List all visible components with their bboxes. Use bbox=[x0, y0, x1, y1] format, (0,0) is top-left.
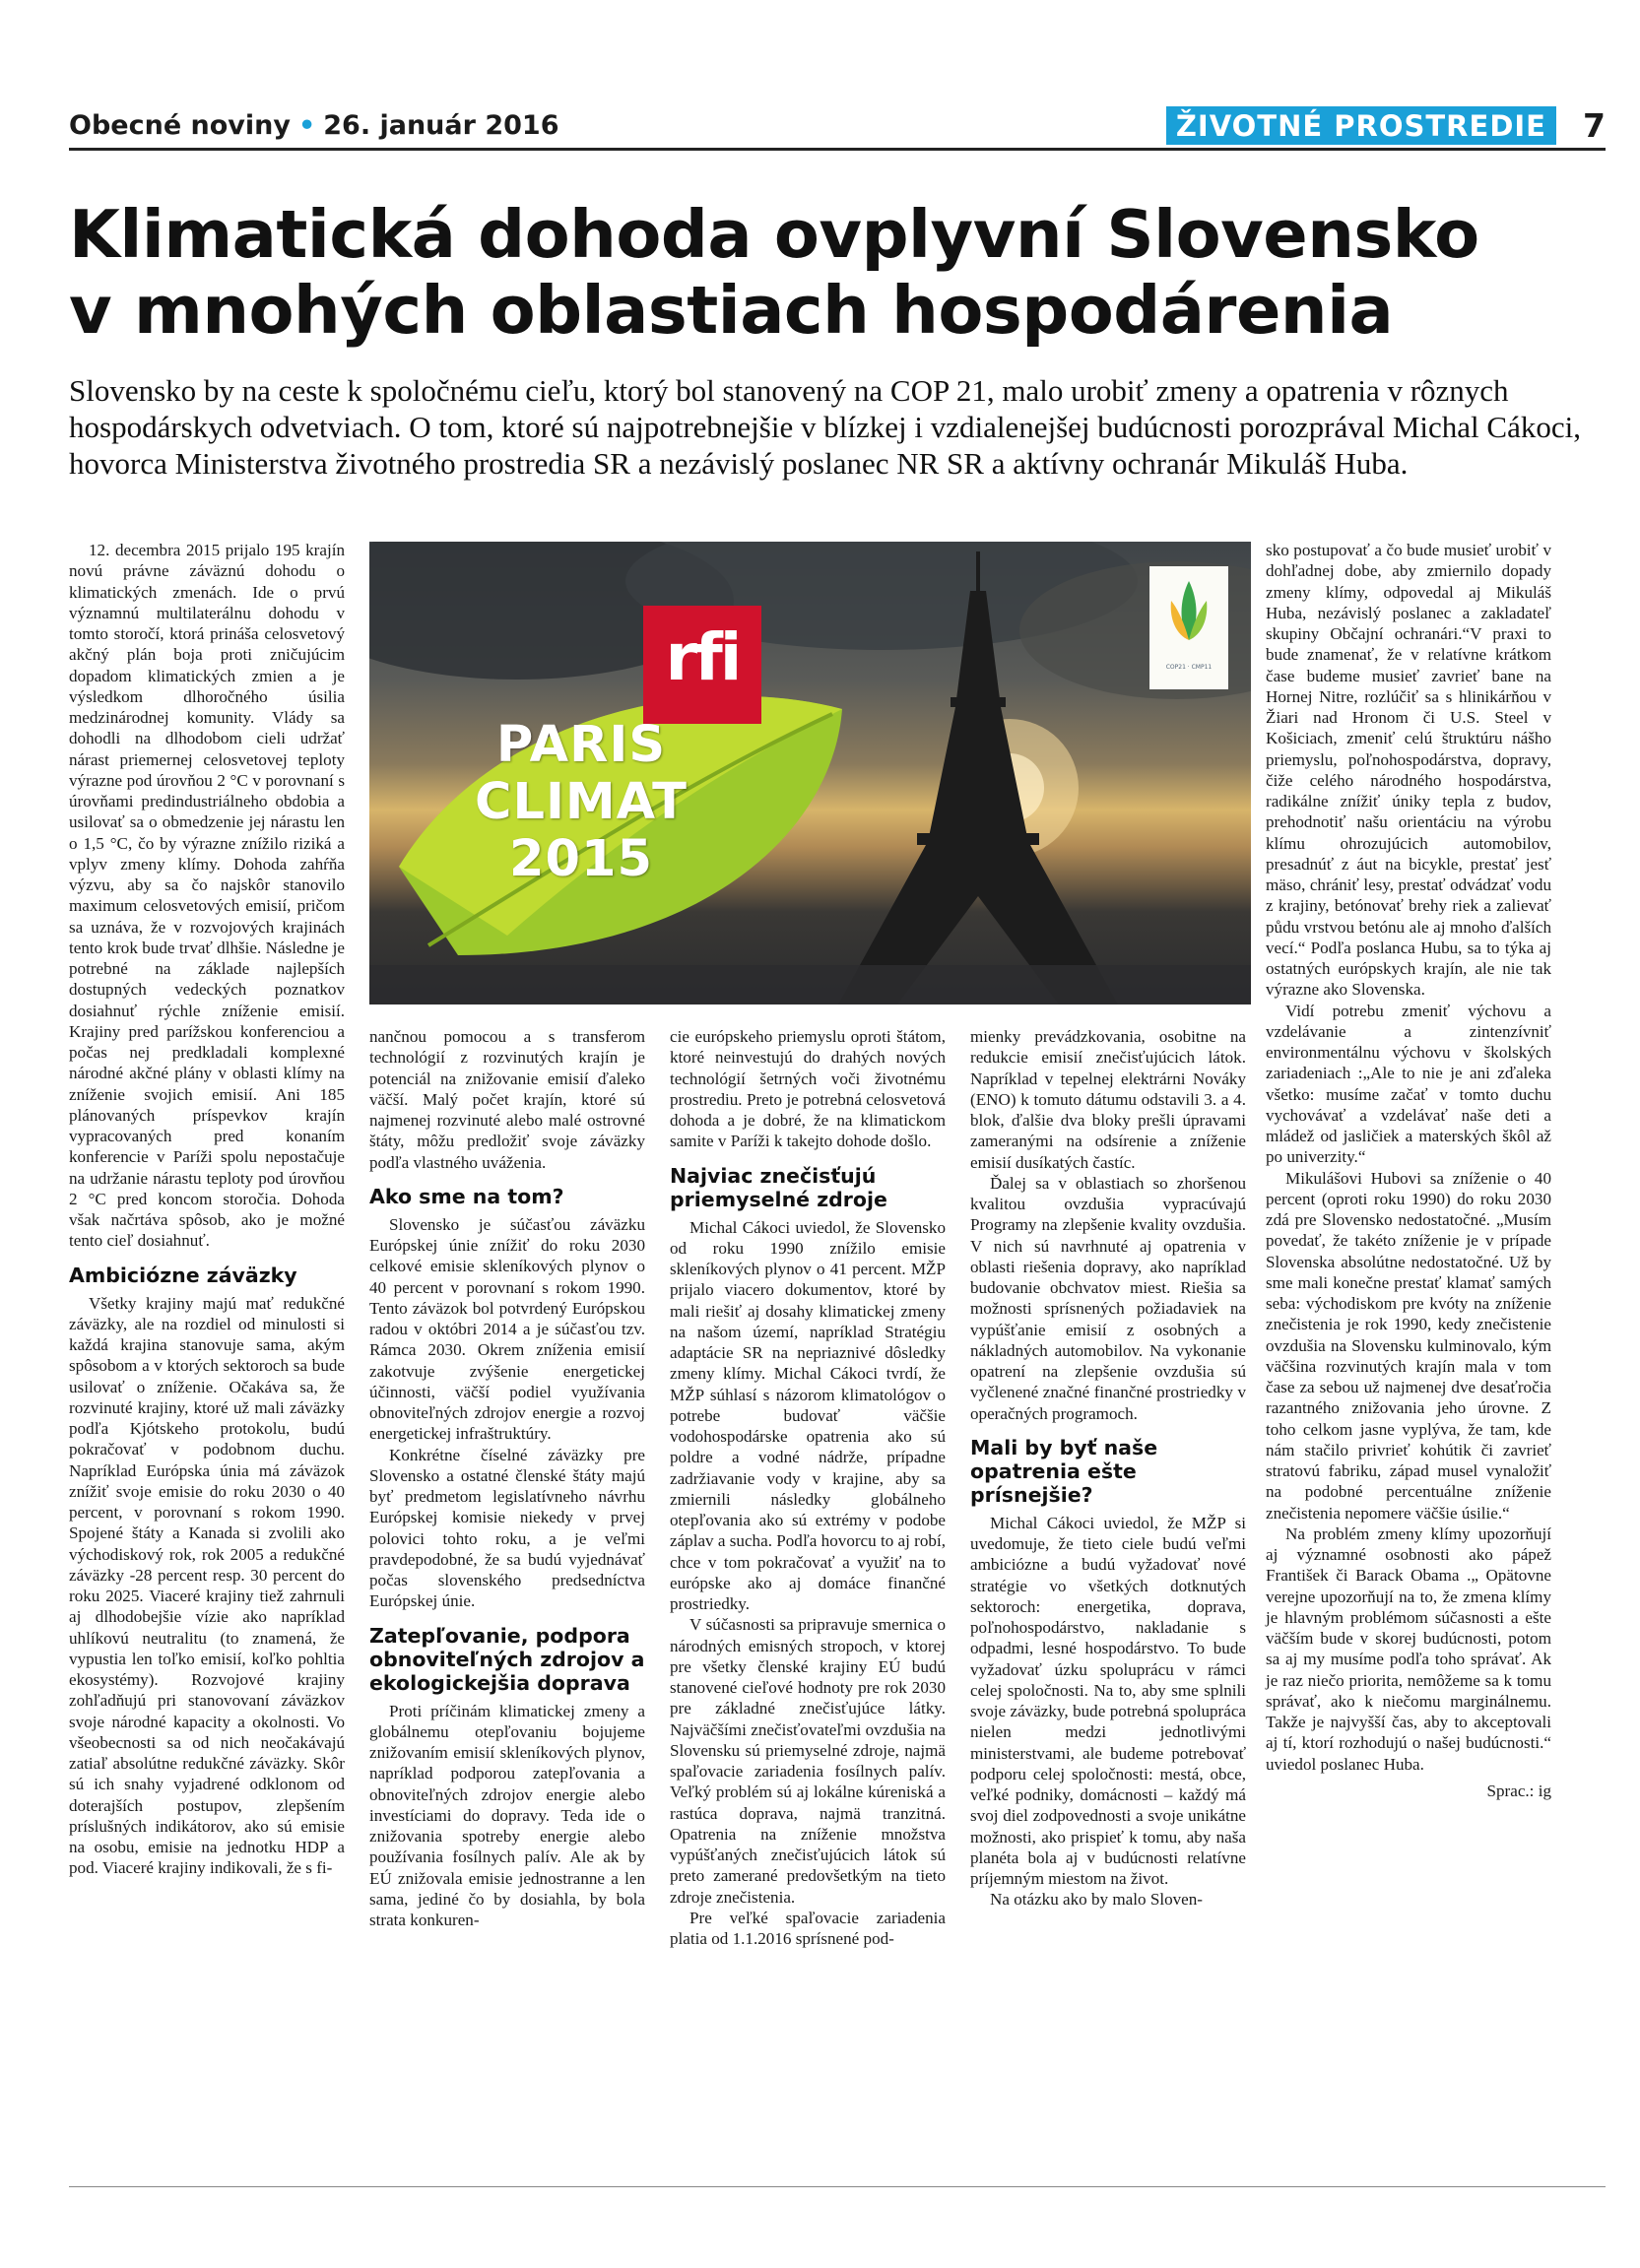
paragraph: Konkrétne číselné záväzky pre Slovensko a ostatné členské štáty majú byť predmetom legislatívneho návrhu Európskej komisie niekedy v prvej polovici tohto roku, a je veľmi pravdepodobné, že sa budú vyjednávať počas slovenského predsedníctva Európskej únie. bbox=[369, 1445, 645, 1611]
paris-climat-caption bbox=[458, 717, 704, 888]
paragraph: mienky prevádzkovania, osobitne na redukcie emisií znečisťujúcich látok. Napríklad v tepelnej elektrárni Nováky (ENO) k tomuto dátumu odstavili 3. a 4. blok, ďalšie dva bloky prešli úpravami zameranými na odsírenie a zníženie emisií dusíkatých častíc. bbox=[970, 1027, 1246, 1172]
headline bbox=[69, 197, 1586, 349]
paragraph: Mikulášovi Hubovi sa zníženie o 40 percent (oproti roku 1990) do roku 2030 zdá pre Slovensko nedostatočné. „Musím povedať, že takéto zníženie je v prípade Slovenska absolútne nedostatočné. Už by sme mali konečne prestať klamať samých seba: východiskom pre kvóty na zníženie znečistenia je rok 1990, kedy znečistenie ovzdušia na Slovensku kulminovalo, kým väčšina rozvinutých krajín mala v tom čase za sebou už najmenej dve desaťročia razantného znižovania jeho úrovne. Z toho celkom jasne vyplýva, že tam, kde nám stačilo privrieť kohútik či zavrieť stratovú fabriku, západ musel vynaložiť na podobné percentuálne zníženie znečistenia nepomere väčšie úsilie.“ bbox=[1266, 1168, 1551, 1523]
paragraph: Proti príčinám klimatickej zmeny a globálnemu otepľovaniu bojujeme znižovaním emisií skleníkových plynov, napríklad podporou zatepľovania a obnoviteľných zdrojov energie alebo investíciami do dopravy. Teda ide o znižovania spotreby energie alebo používania fosílnych palív. Ale ak by EÚ znižovala emisie jednostranne a len sama, jediné čo by dosiahla, by bola strata konkuren- bbox=[369, 1701, 645, 1929]
paragraph: Na problém zmeny klímy upozorňují aj významné osobnosti ako pápež František či Barack Obama .„ Opätovne verejne upozorňují na to, že zmena klímy je hlavným problémom súčasnosti a ešte väčším bude v skorej budúcnosti, potom sa aj my musíme podľa toho správať. Ak je raz niečo priorita, nemôžeme sa k tomu správať, ako k niečomu marginálnemu. Takže je najvyšší čas, aby to akceptovali aj tí, ktorí rozhodujú o našej budúcnosti.“ uviedol poslanec Huba. bbox=[1266, 1523, 1551, 1774]
paragraph: cie európskeho priemyslu oproti štátom, ktoré neinvestujú do drahých nových technológií šetrných voči životnému prostrediu. Preto je potrebná celosvetová dohoda a je dobré, že na klimatickom samite v Paríži k takejto dohode došlo. bbox=[670, 1027, 946, 1151]
paragraph: 12. decembra 2015 prijalo 195 krajín novú právne záväznú dohodu o klimatických zmenách. Ide o prvú významnú multilaterálnu dohodu v tomto storočí, ktorá prináša celosvetový akčný plán boja proti zničujúcim dopadom klimatických zmien a je výsledkom dlhoročného úsilia medzinárodnej komunity. Vlády sa dohodli na dlhodobom cieli udržať nárast priemernej celosvetovej teploty výrazne pod úrovňou 2 °C v porovnaní s úrovňami predindustriálneho obdobia a usilovať sa o obmedzenie jej nárastu len o 1,5 °C, čo by výrazne znížilo riziká a vplyv zmeny klímy. Dohoda zahŕňa výzvu, aby sa čo najskôr stanovilo maximum celosvetových emisií, pričom sa uznáva, že v rozvojových krajinách tento krok bude trvať dlhšie. Následne je potrebné na základe najlepších dostupných vedeckých poznatkov dosiahnuť rýchle zníženie emisií. Krajiny pred parížskou konferenciou a počas nej predkladali komplexné národné akčné plány v oblasti klímy na zníženie svojich emisií. Ani 185 plánovaných príspevkov krajín vypracovaných pred konaním konferencie v Paríži spolu nepostačuje na udržanie nárastu teploty pod úrovňou 2 °C pred koncom storočia. Dohoda však načrtáva spôsob, ako je možné tento cieľ dosiahnuť. bbox=[69, 541, 345, 1251]
issue-date: 26. január 2016 bbox=[323, 110, 559, 141]
page-header bbox=[69, 106, 1606, 148]
paragraph: Na otázku ako by malo Sloven- bbox=[990, 1890, 1203, 1910]
column-1 bbox=[69, 540, 345, 1879]
headline-line-2: v mnohých oblastiach hospodárenia bbox=[69, 272, 1394, 349]
masthead bbox=[69, 110, 558, 141]
paragraph: Vidí potrebu zmeniť výchovu a vzdelávanie a zintenzívniť environmentálnu výchovu v školských zariadeniach :„Ale to nie je ani zďaleka všetko: musíme začať v tomto duchu vychovávať a vzdelávať naše deti a mládež od jasličiek a materských škôl až po univerzity.“ bbox=[1266, 1001, 1551, 1167]
paper-name: Obecné noviny bbox=[69, 110, 291, 141]
subheading: Ako sme na tom? bbox=[369, 1184, 564, 1208]
headline-line-1: Klimatická dohoda ovplyvní Slovensko bbox=[69, 196, 1479, 273]
paragraph: V súčasnosti sa pripravuje smernica o národných emisných stropoch, v ktorej pre všetky členské krajiny EÚ budú stanovené cieľové hodnoty pre rok 2030 pre základné znečisťujúce látky. Najväčšími znečisťovateľmi ovzdušia na Slovensku sú priemyselné zdroje, najmä spaľovacie zariadenia fosílnych palív. Veľký problém sú aj lokálne kúreniská a rastúca doprava, najmä tranzitná. Opatrenia na zníženie množstva vypúšťaných znečisťujúcich látok sú preto zamerané predovšetkým na tieto zdroje znečistenia. bbox=[670, 1615, 946, 1907]
section-label: ŽIVOTNÉ PROSTREDIE bbox=[1166, 106, 1556, 145]
paragraph: Všetky krajiny majú mať redukčné záväzky, ale na rozdiel od minulosti si každá krajina stanovuje sama, akým spôsobom a v ktorých sektoroch sa bude usilovať o zníženie. Očakáva sa, že rozvinuté krajiny, ktoré už mali záväzky podľa Kjótskeho protokolu, budú pokračovať v podobnom duchu. Napríklad Európska únia má záväzok znížiť svoje emisie do roku 2030 o 40 percent, v porovnaní s rokom 1990. Spojené štáty a Kanada si zvolili ako východiskový rok, rok 2005 a redukčné záväzky -28 percent resp. 30 percent do roku 2025. Viaceré krajiny tiež zahrnuli aj dlhodobejšie vízie ako napríklad uhlíkovú neutralitu (to znamená, že vypustia len toľko emisií, koľko pohltia ekosystémy). Rozvojové krajiny zohľadňujú pri stanovovaní záväzkov svoje národné kapacity a okolnosti. Vo všeobecnosti sa od nich neočakávajú zatiaľ absolútne redukčné záväzky. Skôr sú ich snahy vyjadrené odklonom od doterajších postupov, zlepšením príslušných indikátorov, ako sú emisie na osobu, emisie na jednotku HDP a pod. Viaceré krajiny indikovali, že s fi- bbox=[69, 1293, 345, 1878]
paragraph: Michal Cákoci uviedol, že MŽP si uvedomuje, že tieto ciele budú veľmi ambiciózne a budú vyžadovať nové stratégie vo všetkých dotknutých sektoroch: energetika, doprava, poľnohospodárstvo, nakladanie s odpadmi, lesné hospodárstvo. To bude vyžadovať úzku spoluprácu v rámci celej spoločnosti. Na to, aby sme splnili svoje záväzky, bude potrebná spolupráca nielen medzi jednotlivými ministerstvami, ale budeme potrebovať podporu celej spoločnosti: mestá, obce, veľké podniky, domácnosti – každý má svoj diel zodpovednosti a svoje unikátne možnosti, ako prispieť k tomu, aby naša planéta bola aj v budúcnosti relatívne príjemným miestom na život. bbox=[970, 1513, 1246, 1888]
subheading: Najviac znečisťujú priemyselné zdroje bbox=[670, 1163, 887, 1211]
footer-rule bbox=[69, 2186, 1606, 2187]
paragraph: Michal Cákoci uviedol, že Slovensko od roku 1990 znížilo emisie skleníkových plynov o 41 percent. MŽP prijalo viacero dokumentov, ktoré by mali riešiť aj dosahy klimatickej zmeny na našom území, napríklad Stratégiu adaptácie SR na nepriaznivé dôsledky zmeny klímy. Michal Cákoci tvrdí, že MŽP súhlasí s názorom klimatológov o potrebe budovať väčšie vodohospodárske opatrenia ako sú poldre a vodné nádrže, prípadne zadržiavanie vody v krajine, aby sa zmiernili následky globálneho otepľovania ako sú extrémy v podobe záplav a sucha. Podľa hovorcu to aj robí, chce v tom pokračovať a využiť na to európske ako aj domáce finančné prostriedky. bbox=[670, 1217, 946, 1613]
column-2 bbox=[369, 1026, 645, 1930]
column-4 bbox=[970, 1026, 1246, 1911]
header-rule bbox=[69, 148, 1606, 151]
subheading: Zatepľovanie, podpora obnoviteľných zdrojov a ekologickejšia doprava bbox=[369, 1623, 645, 1695]
paragraph: Pre veľké spaľovacie zariadenia platia od 1.1.2016 sprísnené pod- bbox=[670, 1908, 946, 1948]
cop21-logo-card bbox=[1149, 566, 1228, 689]
rfi-logo: rfi bbox=[665, 619, 740, 695]
subheading: Ambiciózne záväzky bbox=[69, 1263, 297, 1287]
paragraph: Ďalej sa v oblastiach so zhoršenou kvalitou ovzdušia vypracúvajú Programy na zlepšenie kvality ovzdušia. V nich sú navrhnuté aj opatrenia v oblasti riešenia dopravy, ako napríklad budovanie obchvatov miest. Riešia sa možnosti sprísnených požiadaviek na vypúšťanie emisií z osobných a nákladných automobilov. Na vykonanie opatrení na zlepšenie ovzdušia sú vyčlenené značné finančné prostriedky v operačných programoch. bbox=[970, 1173, 1246, 1423]
eiffel-tower-leaf-image bbox=[369, 542, 1251, 1004]
cop21-logo-text: COP21 · CMP11 bbox=[1165, 664, 1213, 671]
subheading: Mali by byť naše opatrenia ešte prísnejšie? bbox=[970, 1435, 1158, 1507]
caption-paris: PARIS bbox=[495, 716, 667, 774]
paragraph: sko postupovať a čo bude musieť urobiť v dohľadnej dobe, aby zmiernilo dopady zmeny klímy, odpovedal aj Mikuláš Huba, nezávislý poslanec a zakladateľ skupiny Občajní ochranári.“V praxi to bude znamenať, že v relatívne krátkom čase budeme musieť zavrieť bane na Hornej Nitre, rozlúčiť sa s hlinikárňou v Žiari nad Hronom či U.S. Steel v Košiciach, zmeniť celú štruktúru nášho priemyslu, poľnohospodárstva, dopravy, čiže celého národného hospodárstva, radikálne znížiť úniky tepla z budov, prehodnotiť našu orientáciu na výrobu klímu ohrozujúcich automobilov, presadnúť z áut na bicykle, prestať jesť mäso, chrániť lesy, prestať odvádzať vodu z krajiny, betónovať brehy riek a zalievať půdu vrstvou betónu ale aj mnoho ďalších vecí.“ Podľa poslanca Hubu, sa to týka aj ostatných európskych krajín, ale nie tak výrazne ako Slovenska. bbox=[1266, 541, 1551, 1000]
column-5 bbox=[1266, 540, 1551, 1801]
paragraph: Slovensko je súčasťou záväzku Európskej únie znížiť do roku 2030 celkové emisie skleníkových plynov o 40 percent v porovnaní s rokom 1990. Tento záväzok bol potvrdený Európskou radou v októbri 2014 a je súčasťou tzv. Rámca 2030. Okrem zníženia emisií zakotvuje zvýšenie energetickej účinnosti, väčší podiel využívania obnoviteľných zdrojov energie a rozvoj energetickej infraštruktúry. bbox=[369, 1214, 645, 1444]
lead-paragraph: Slovensko by na ceste k spoločnému cieľu, ktorý bol stanovený na COP 21, malo urobiť zmeny a opatrenia v rôznych hospodárskych odvetviach. O tom, ktoré sú najpotrebnejšie v blízkej i vzdialenejšej budúcnosti porozprával Michal Cákoci, hovorca Ministerstva životného prostredia SR a nezávislý poslanec NR SR a aktívny ochranár Mikuláš Huba. bbox=[69, 373, 1581, 481]
caption-year: 2015 bbox=[509, 830, 653, 888]
caption-climat: CLIMAT bbox=[475, 773, 688, 831]
separator-dot: • bbox=[297, 110, 316, 141]
column-3 bbox=[670, 1026, 946, 1949]
paragraph: nančnou pomocou a s transferom technológií z rozvinutých krajín je potenciál na znižovanie emisií ďaleko väčší. Malý počet krajín, ktoré sú najmenej rozvinuté alebo malé ostrovné štáty, môžu predložiť svoje záväzky podľa vlastného uváženia. bbox=[369, 1027, 645, 1172]
page-number: 7 bbox=[1583, 106, 1606, 145]
cop21-logo-icon bbox=[1149, 566, 1228, 665]
author-signoff: Sprac.: ig bbox=[1486, 1781, 1551, 1800]
